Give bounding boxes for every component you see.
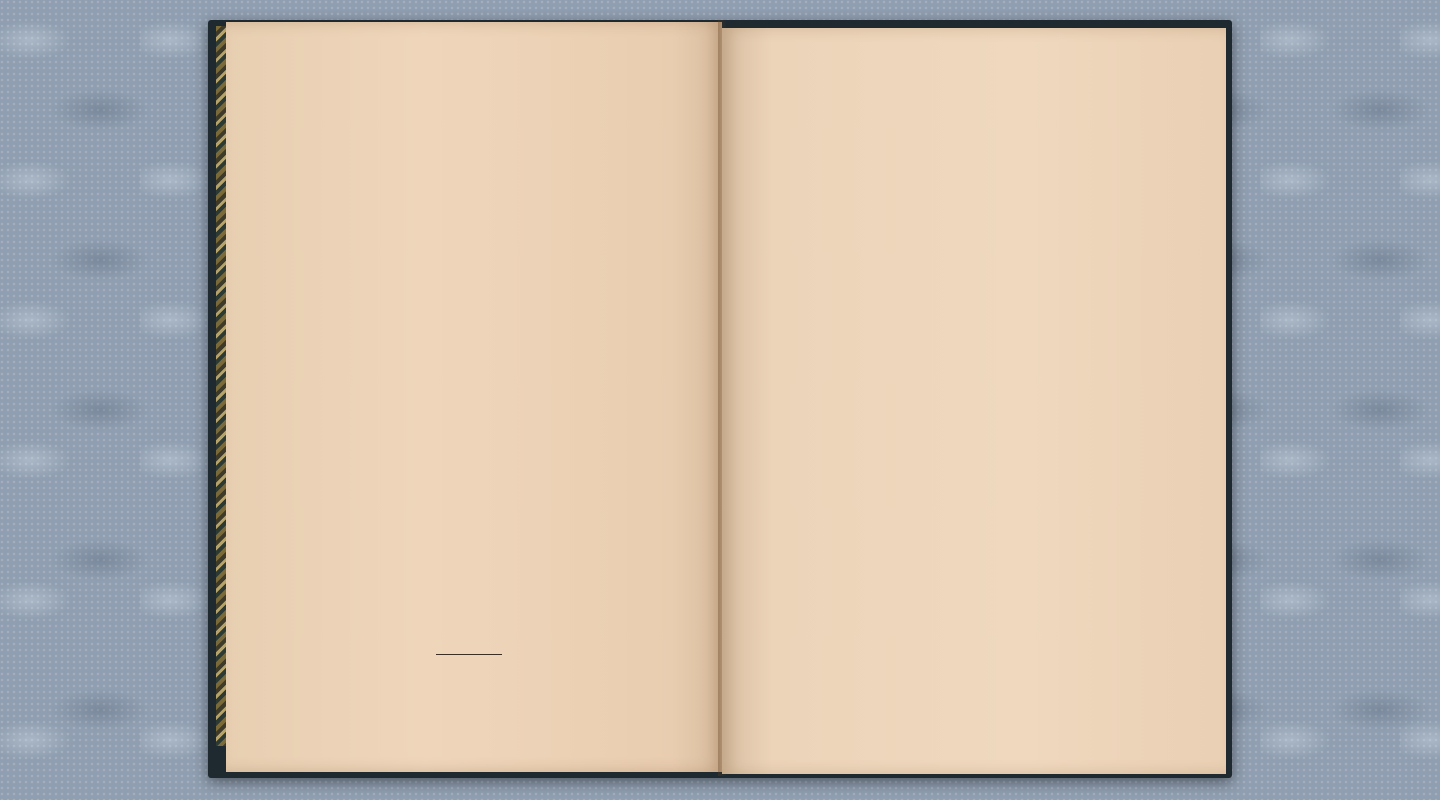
left-page (226, 22, 722, 772)
right-page (722, 28, 1226, 774)
divider (436, 654, 502, 655)
